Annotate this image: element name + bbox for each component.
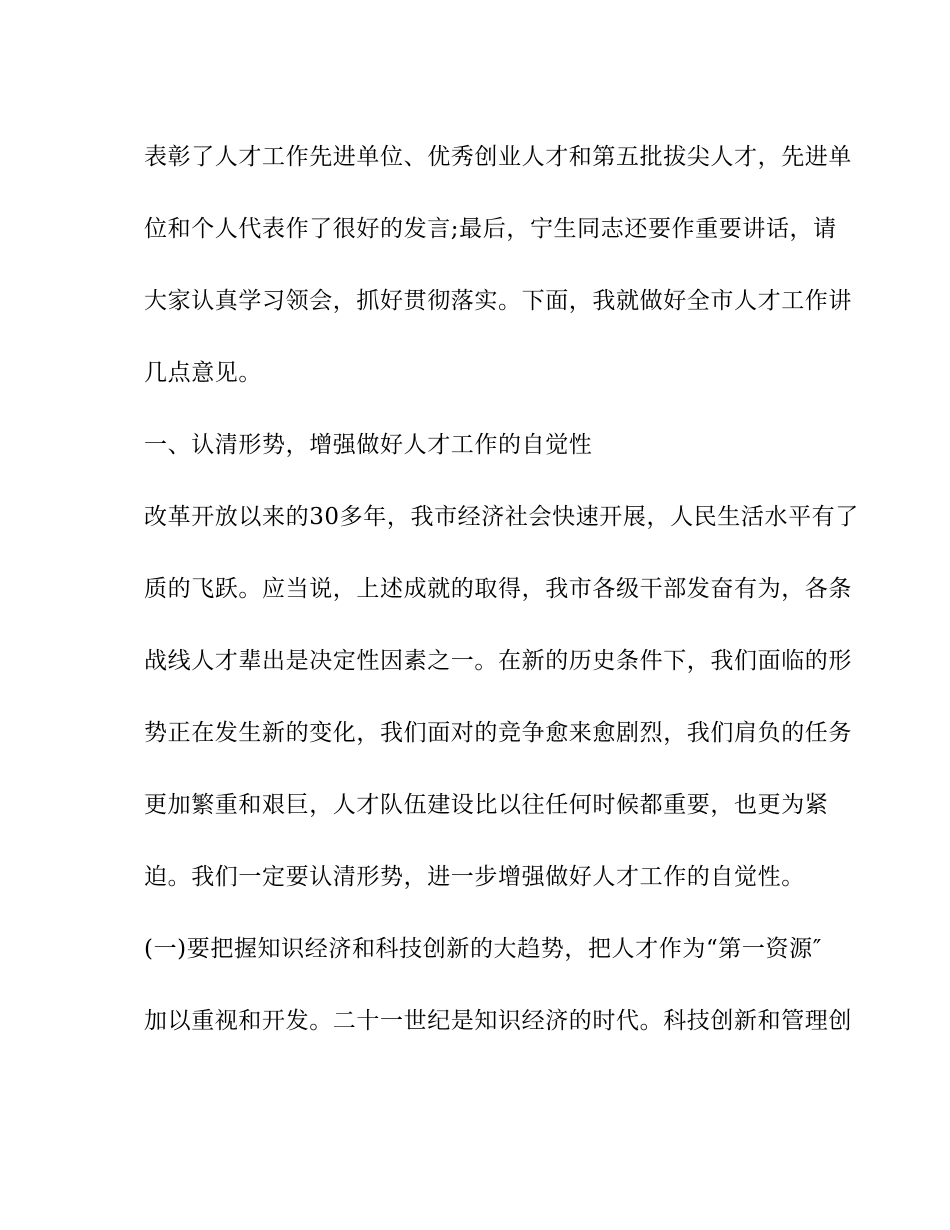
text-line: 迫。我们一定要认清形势，进一步增强做好人才工作的自觉性。 <box>144 864 805 890</box>
text-line: 大家认真学习领会，抓好贯彻落实。下面，我就做好全市人才工作讲 <box>144 288 852 314</box>
section-heading: 一、认清形势，增强做好人才工作的自觉性 <box>144 432 593 458</box>
text-line: 质的飞跃。应当说，上述成就的取得，我市各级干部发奋有为，各条 <box>144 576 852 602</box>
text-line: 更加繁重和艰巨，人才队伍建设比以往任何时候都重要，也更为紧 <box>144 792 829 818</box>
text-line: 加以重视和开发。二十一世纪是知识经济的时代。科技创新和管理创 <box>144 1008 852 1034</box>
text-line: 势正在发生新的变化，我们面对的竞争愈来愈剧烈，我们肩负的任务 <box>144 720 852 746</box>
text-line: 位和个人代表作了很好的发言;最后，宁生同志还要作重要讲话，请 <box>144 216 837 242</box>
text-line: 改革开放以来的30多年，我市经济社会快速开展，人民生活水平有了 <box>144 504 859 530</box>
text-line: 战线人才辈出是决定性因素之一。在新的历史条件下，我们面临的形 <box>144 648 852 674</box>
text-line: 几点意见。 <box>144 360 262 386</box>
text-line: 表彰了人才工作先进单位、优秀创业人才和第五批拔尖人才，先进单 <box>144 144 852 170</box>
subsection-heading: (一)要把握知识经济和科技创新的大趋势，把人才作为“第一资源″ <box>144 936 822 962</box>
